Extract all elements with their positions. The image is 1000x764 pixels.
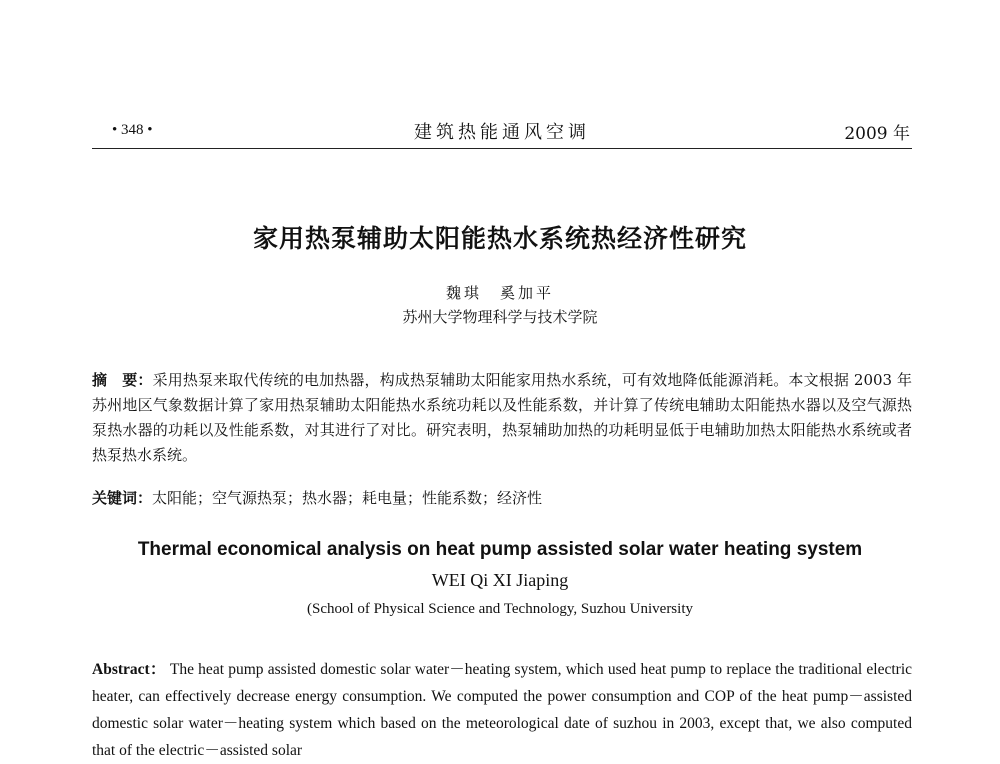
affiliation-cn: 苏州大学物理科学与技术学院 [402,308,598,326]
abstract-en-text: The heat pump assisted domestic solar water－heating system, which used heat pump to replace the traditional electric heater, can effectively decrease energy consumption. We computed the power consumption and COP of the heat pump－assisted domestic solar water－heating system which based on the meteorological date of suzhou in 2003, except that, we also computed that of the electric－assisted solar [92,661,913,759]
abstract-cn-label: 摘 要： [92,371,153,389]
keywords-cn [92,487,912,509]
authors-en: WEI Qi XI Jiaping [431,570,569,590]
keywords-cn-label: 关键词： [92,489,153,507]
affiliation-en: (School of Physical Science and Technology, Suzhou University [307,601,693,617]
paper-title-en: Thermal economical analysis on heat pump assisted solar water heating system [137,539,863,560]
paper-title-cn: 家用热泵辅助太阳能热水系统热经济性研究 [252,224,747,253]
publication-year: 2009 年 [844,124,910,144]
running-header [92,112,912,149]
abstract-cn-text: 采用热泵来取代传统的电加热器，构成热泵辅助太阳能家用热水系统，可有效地降低能源消耗。本文根据 2003 年苏州地区气象数据计算了家用热泵辅助太阳能热水系统功耗以及性能系数，并计算了传统电辅助太阳能热水器以及空气源热泵热水器的功耗以及性能系数，对其进行了对比。研究表明，热泵辅助加热的功耗明显低于电辅助加热太阳能热水系统或者热泵热水系统。 [92,371,912,464]
page-number: • 348 • [112,122,153,138]
abstract-en-label: Abstract： [92,661,166,678]
journal-name: 建筑热能通风空调 [414,122,590,143]
abstract-cn [92,368,912,468]
abstract-en [92,656,912,764]
authors-cn: 魏琪 奚加平 [445,284,554,302]
keywords-cn-text: 太阳能；空气源热泵；热水器；耗电量；性能系数；经济性 [152,489,543,507]
